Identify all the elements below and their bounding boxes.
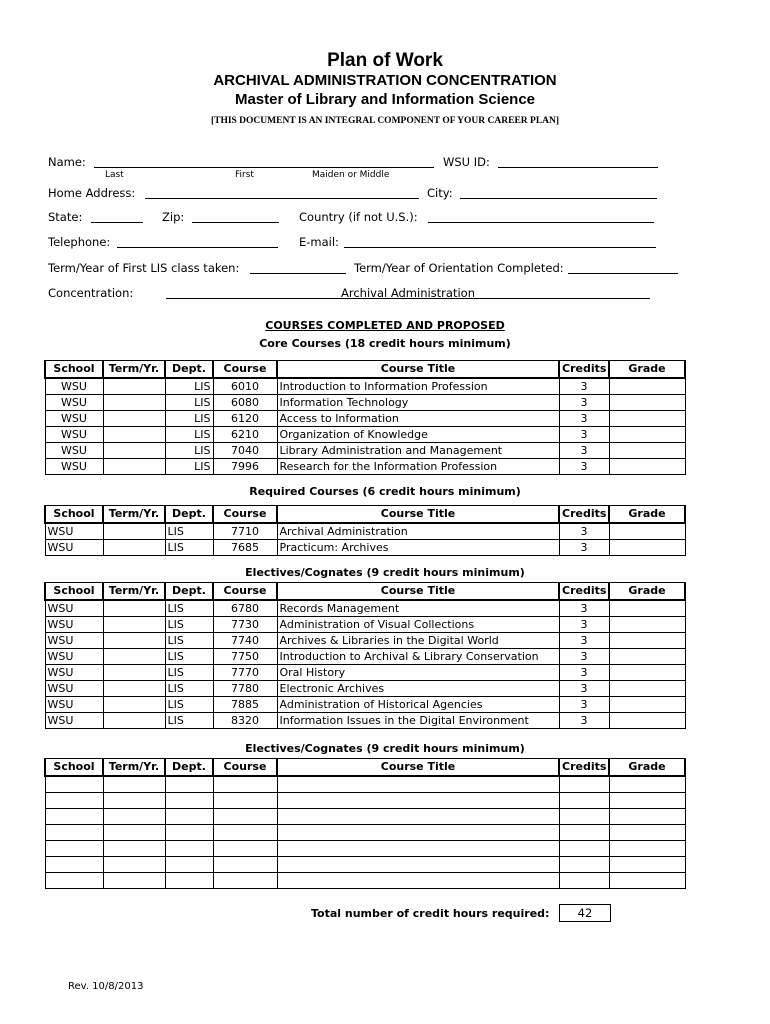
dept-cell: LIS [165,696,213,712]
concentration-value: Archival Administration [340,286,475,300]
course-cell: 7740 [213,632,277,648]
grade-cell[interactable] [609,680,685,696]
course-cell[interactable] [213,824,277,840]
orientation-field[interactable] [568,273,678,274]
grade-cell[interactable] [609,664,685,680]
name-field[interactable] [94,167,434,168]
school-cell[interactable] [45,872,103,888]
table-row [45,458,685,474]
dept-cell[interactable] [165,776,213,793]
column-header-term: Term/Yr. [103,583,165,600]
title-cell: Practicum: Archives [277,539,559,555]
term-cell[interactable] [103,648,165,664]
email-label: E-mail: [299,235,339,249]
title-cell[interactable] [277,792,559,808]
title-cell[interactable] [277,824,559,840]
term-cell[interactable] [103,410,165,426]
school-cell: WSU [45,523,103,540]
grade-cell[interactable] [609,872,685,888]
term-cell[interactable] [103,824,165,840]
courses-heading: COURSES COMPLETED AND PROPOSED [265,319,505,332]
course-cell[interactable] [213,840,277,856]
grade-cell[interactable] [609,426,685,442]
term-cell[interactable] [103,712,165,728]
grade-cell[interactable] [609,523,685,540]
course-cell: 7710 [213,523,277,540]
electives-table-1 [44,582,686,729]
school-cell[interactable] [45,840,103,856]
grade-cell[interactable] [609,840,685,856]
column-header-credits: Credits [559,583,609,600]
school-cell[interactable] [45,856,103,872]
title-cell: Administration of Visual Collections [277,616,559,632]
column-header-term: Term/Yr. [103,759,165,776]
concentration-title: ARCHIVAL ADMINISTRATION CONCENTRATION [213,72,557,89]
state-field[interactable] [91,222,143,223]
course-cell: 7885 [213,696,277,712]
table-row [45,539,685,555]
course-cell: 6120 [213,410,277,426]
term-cell[interactable] [103,458,165,474]
title-cell: Introduction to Archival & Library Conservation [277,648,559,664]
column-header-school: School [45,361,103,378]
dept-cell: LIS [165,632,213,648]
course-cell[interactable] [213,792,277,808]
column-header-grade: Grade [609,506,685,523]
course-cell[interactable] [213,872,277,888]
column-header-grade: Grade [609,759,685,776]
title-cell: Archives & Libraries in the Digital World [277,632,559,648]
course-cell: 7996 [213,458,277,474]
table-row [45,442,685,458]
grade-cell[interactable] [609,792,685,808]
term-cell[interactable] [103,426,165,442]
total-value: 42 [559,904,611,922]
credits-cell: 3 [559,426,609,442]
zip-label: Zip: [162,210,185,224]
table-row [45,840,685,856]
grade-cell[interactable] [609,378,685,395]
title-cell: Electronic Archives [277,680,559,696]
dept-cell: LIS [165,664,213,680]
term-cell[interactable] [103,680,165,696]
credits-cell[interactable] [559,840,609,856]
grade-cell[interactable] [609,442,685,458]
dept-cell: LIS [165,410,213,426]
credits-cell[interactable] [559,856,609,872]
title-cell: Research for the Information Profession [277,458,559,474]
first-label: First [235,170,254,180]
credits-cell[interactable] [559,776,609,793]
term-cell[interactable] [103,696,165,712]
name-label: Name: [48,155,86,169]
grade-cell[interactable] [609,616,685,632]
column-header-school: School [45,506,103,523]
dept-cell[interactable] [165,840,213,856]
school-cell: WSU [45,458,103,474]
column-header-credits: Credits [559,506,609,523]
term-cell[interactable] [103,378,165,395]
table-row [45,426,685,442]
title-cell: Oral History [277,664,559,680]
zip-field[interactable] [192,222,279,223]
table-row [45,856,685,872]
course-cell: 7780 [213,680,277,696]
school-cell[interactable] [45,808,103,824]
email-field[interactable] [344,247,656,248]
column-header-title: Course Title [277,361,559,378]
title-cell[interactable] [277,856,559,872]
grade-cell[interactable] [609,808,685,824]
column-header-dept: Dept. [165,506,213,523]
course-cell: 8320 [213,712,277,728]
course-cell: 7730 [213,616,277,632]
school-cell: WSU [45,712,103,728]
dept-cell: LIS [165,539,213,555]
dept-cell: LIS [165,442,213,458]
course-cell: 7770 [213,664,277,680]
table-row [45,824,685,840]
credits-cell: 3 [559,680,609,696]
grade-cell[interactable] [609,410,685,426]
term-cell[interactable] [103,394,165,410]
credits-cell[interactable] [559,792,609,808]
title-cell: Information Technology [277,394,559,410]
column-header-term: Term/Yr. [103,361,165,378]
city-label: City: [427,186,453,200]
dept-cell: LIS [165,712,213,728]
credits-cell: 3 [559,410,609,426]
credits-cell: 3 [559,632,609,648]
term-cell[interactable] [103,664,165,680]
table-row [45,600,685,617]
table-row [45,523,685,540]
credits-cell[interactable] [559,808,609,824]
school-cell: WSU [45,426,103,442]
table-row [45,632,685,648]
school-cell: WSU [45,394,103,410]
dept-cell[interactable] [165,792,213,808]
credits-cell: 3 [559,648,609,664]
country-field[interactable] [428,222,654,223]
column-header-dept: Dept. [165,583,213,600]
column-header-course: Course [213,759,277,776]
table-row [45,664,685,680]
course-cell: 6780 [213,600,277,617]
maiden-label: Maiden or Middle [312,170,390,180]
table-row [45,394,685,410]
grade-cell[interactable] [609,632,685,648]
grade-cell[interactable] [609,394,685,410]
credits-cell[interactable] [559,824,609,840]
term-cell[interactable] [103,792,165,808]
electives-table-2 [44,758,686,889]
table-row [45,410,685,426]
column-header-credits: Credits [559,759,609,776]
term-cell[interactable] [103,856,165,872]
dept-cell: LIS [165,600,213,617]
home-address-label: Home Address: [48,186,136,200]
first-lis-field[interactable] [250,273,346,274]
credits-cell: 3 [559,600,609,617]
credits-cell[interactable] [559,872,609,888]
credits-cell: 3 [559,394,609,410]
grade-cell[interactable] [609,539,685,555]
title-cell[interactable] [277,808,559,824]
required-heading: Required Courses (6 credit hours minimum) [249,485,521,498]
credits-cell: 3 [559,616,609,632]
title-cell: Administration of Historical Agencies [277,696,559,712]
table-row [45,648,685,664]
course-cell[interactable] [213,808,277,824]
school-cell[interactable] [45,792,103,808]
table-row [45,616,685,632]
title-cell[interactable] [277,872,559,888]
dept-cell[interactable] [165,808,213,824]
title-cell[interactable] [277,840,559,856]
term-cell[interactable] [103,776,165,793]
credits-cell: 3 [559,378,609,395]
term-cell[interactable] [103,808,165,824]
city-field[interactable] [460,198,657,199]
term-cell[interactable] [103,632,165,648]
title-cell: Library Administration and Management [277,442,559,458]
table-row [45,808,685,824]
total-label: Total number of credit hours required: [311,907,550,920]
dept-cell: LIS [165,523,213,540]
column-header-title: Course Title [277,759,559,776]
course-cell: 6010 [213,378,277,395]
course-cell: 7685 [213,539,277,555]
grade-cell[interactable] [609,458,685,474]
title-cell: Introduction to Information Profession [277,378,559,395]
school-cell[interactable] [45,776,103,793]
page-title: Plan of Work [327,50,443,71]
table-row [45,712,685,728]
title-cell[interactable] [277,776,559,793]
column-header-title: Course Title [277,506,559,523]
school-cell: WSU [45,539,103,555]
grade-cell[interactable] [609,712,685,728]
credits-cell: 3 [559,442,609,458]
grade-cell[interactable] [609,824,685,840]
school-cell: WSU [45,600,103,617]
dept-cell: LIS [165,680,213,696]
credits-cell: 3 [559,696,609,712]
term-cell[interactable] [103,523,165,540]
table-row [45,792,685,808]
dept-cell: LIS [165,458,213,474]
school-cell: WSU [45,442,103,458]
school-cell: WSU [45,616,103,632]
column-header-term: Term/Yr. [103,506,165,523]
grade-cell[interactable] [609,648,685,664]
school-cell: WSU [45,648,103,664]
column-header-course: Course [213,506,277,523]
grade-cell[interactable] [609,856,685,872]
school-cell[interactable] [45,824,103,840]
term-cell[interactable] [103,600,165,617]
wsu-id-field[interactable] [498,167,658,168]
telephone-field[interactable] [117,247,278,248]
term-cell[interactable] [103,442,165,458]
school-cell: WSU [45,696,103,712]
grade-cell[interactable] [609,696,685,712]
grade-cell[interactable] [609,776,685,793]
degree-title: Master of Library and Information Science [234,91,536,108]
notice-text: [THIS DOCUMENT IS AN INTEGRAL COMPONENT OF YOUR CAREER PLAN] [210,116,560,126]
grade-cell[interactable] [609,600,685,617]
orientation-label: Term/Year of Orientation Completed: [354,261,564,275]
home-address-field[interactable] [145,198,419,199]
course-cell: 7040 [213,442,277,458]
first-lis-label: Term/Year of First LIS class taken: [48,261,240,275]
school-cell: WSU [45,410,103,426]
electives2-heading: Electives/Cognates (9 credit hours minimum) [245,742,525,755]
term-cell[interactable] [103,872,165,888]
title-cell: Information Issues in the Digital Environment [277,712,559,728]
table-row [45,776,685,793]
course-cell: 6080 [213,394,277,410]
column-header-title: Course Title [277,583,559,600]
required-courses-table [44,505,686,556]
wsu-id-label: WSU ID: [443,155,490,169]
column-header-dept: Dept. [165,759,213,776]
table-row [45,696,685,712]
title-cell: Records Management [277,600,559,617]
telephone-label: Telephone: [48,235,111,249]
credits-cell: 3 [559,712,609,728]
term-cell[interactable] [103,616,165,632]
core-courses-table [44,360,686,475]
country-label: Country (if not U.S.): [299,210,418,224]
column-header-course: Course [213,583,277,600]
credits-cell: 3 [559,539,609,555]
dept-cell[interactable] [165,856,213,872]
dept-cell[interactable] [165,872,213,888]
course-cell[interactable] [213,776,277,793]
state-label: State: [48,210,83,224]
credits-cell: 3 [559,523,609,540]
title-cell: Access to Information [277,410,559,426]
school-cell: WSU [45,680,103,696]
dept-cell: LIS [165,616,213,632]
school-cell: WSU [45,632,103,648]
table-row [45,680,685,696]
course-cell: 7750 [213,648,277,664]
revision-text: Rev. 10/8/2013 [68,981,144,992]
title-cell: Organization of Knowledge [277,426,559,442]
last-label: Last [105,170,124,180]
course-cell[interactable] [213,856,277,872]
course-cell: 6210 [213,426,277,442]
column-header-grade: Grade [609,583,685,600]
dept-cell[interactable] [165,824,213,840]
concentration-label: Concentration: [48,286,134,300]
column-header-school: School [45,583,103,600]
table-row [45,872,685,888]
credits-cell: 3 [559,664,609,680]
term-cell[interactable] [103,539,165,555]
school-cell: WSU [45,664,103,680]
electives1-heading: Electives/Cognates (9 credit hours minimum) [245,566,525,579]
column-header-dept: Dept. [165,361,213,378]
term-cell[interactable] [103,840,165,856]
credits-cell: 3 [559,458,609,474]
dept-cell: LIS [165,426,213,442]
dept-cell: LIS [165,378,213,395]
dept-cell: LIS [165,394,213,410]
table-row [45,378,685,395]
column-header-course: Course [213,361,277,378]
column-header-school: School [45,759,103,776]
column-header-grade: Grade [609,361,685,378]
column-header-credits: Credits [559,361,609,378]
dept-cell: LIS [165,648,213,664]
core-heading: Core Courses (18 credit hours minimum) [259,337,511,350]
title-cell: Archival Administration [277,523,559,540]
school-cell: WSU [45,378,103,395]
